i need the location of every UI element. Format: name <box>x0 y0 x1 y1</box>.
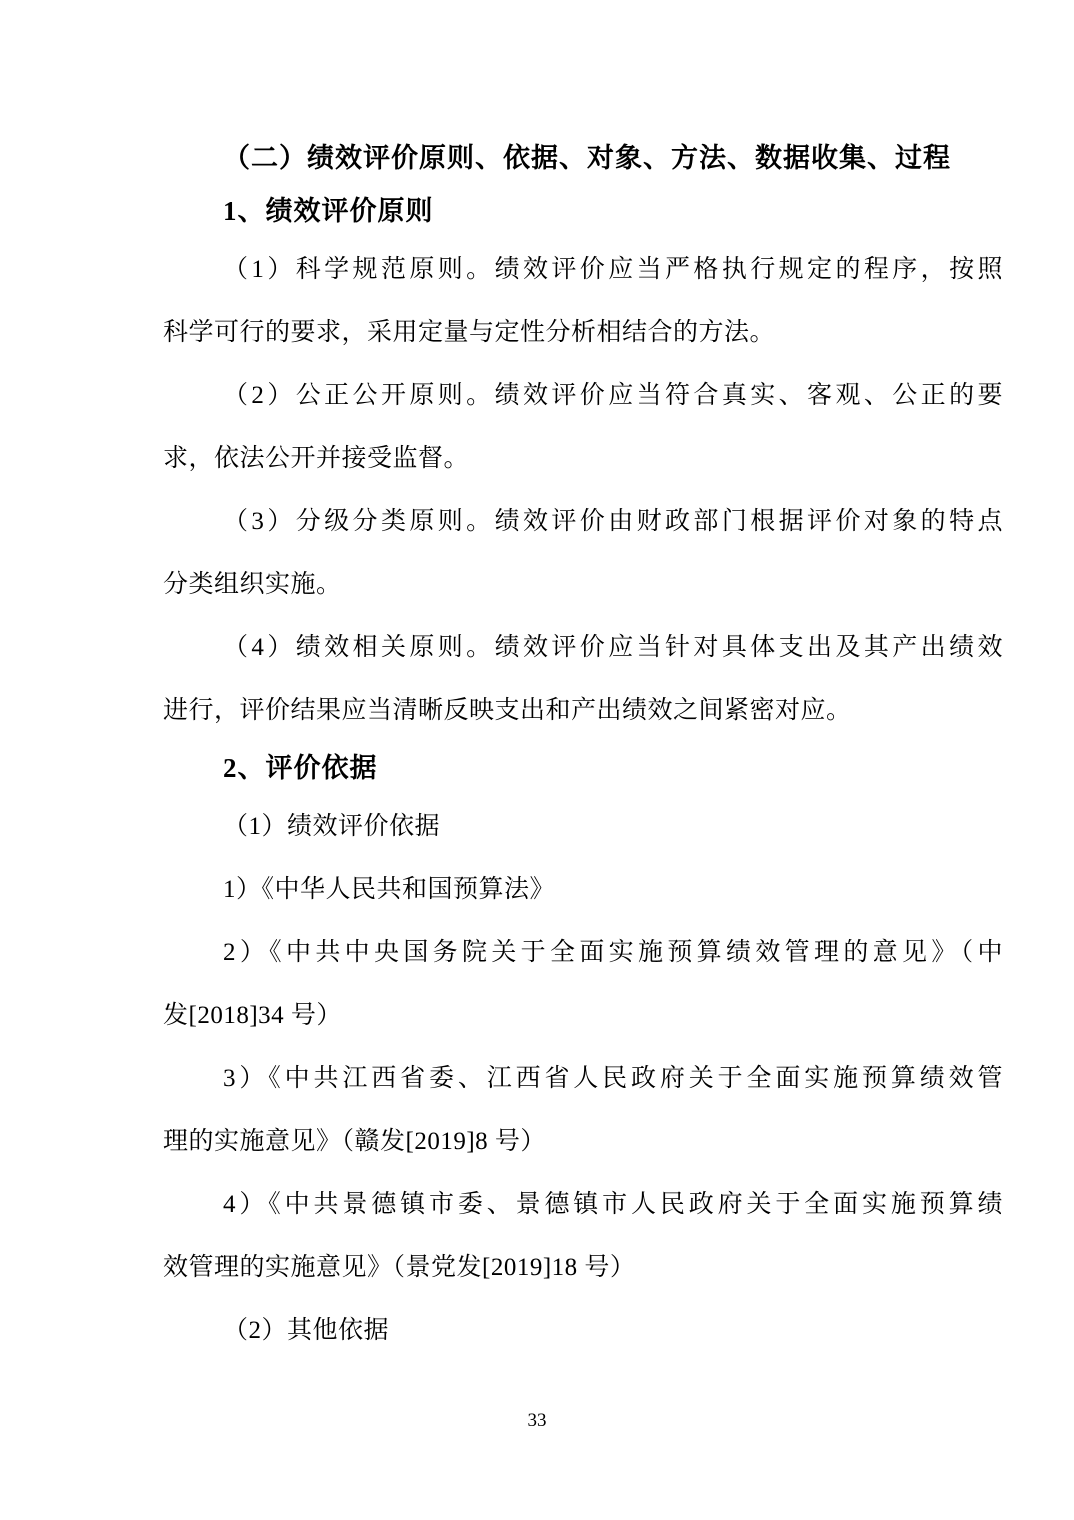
subsection-heading-1: 1、绩效评价原则 <box>223 196 434 226</box>
text-line: 分类组织实施。 <box>163 571 342 598</box>
subsection-heading-2: 2、评价依据 <box>223 753 378 783</box>
section-heading: （二）绩效评价原则、依据、对象、方法、数据收集、过程 <box>223 143 951 173</box>
text-line: （3）分级分类原则。绩效评价由财政部门根据评价对象的特点 <box>223 508 1003 535</box>
list-item-continuation: 效管理的实施意见》（景党发[2019]18 号） <box>163 1254 636 1281</box>
document-body <box>163 132 1003 1362</box>
text-line: 科学可行的要求，采用定量与定性分析相结合的方法。 <box>163 319 776 346</box>
text-line: （4）绩效相关原则。绩效评价应当针对具体支出及其产出绩效 <box>223 634 1003 661</box>
list-item: 3）《中共江西省委、江西省人民政府关于全面实施预算绩效管 <box>223 1065 1003 1092</box>
text-line: 进行，评价结果应当清晰反映支出和产出绩效之间紧密对应。 <box>163 697 852 724</box>
list-item: 4）《中共景德镇市委、景德镇市人民政府关于全面实施预算绩 <box>223 1191 1003 1218</box>
text-line: （2）其他依据 <box>223 1317 390 1344</box>
text-line: （1）绩效评价依据 <box>223 813 441 840</box>
list-item: 1）《中华人民共和国预算法》 <box>223 876 556 903</box>
list-item: 2）《中共中央国务院关于全面实施预算绩效管理的意见》（中 <box>223 939 1003 966</box>
page-number: 33 <box>527 1410 547 1431</box>
text-line: （1）科学规范原则。绩效评价应当严格执行规定的程序，按照 <box>223 256 1003 283</box>
list-item-continuation: 理的实施意见》（赣发[2019]8 号） <box>163 1128 546 1155</box>
text-line: （2）公正公开原则。绩效评价应当符合真实、客观、公正的要 <box>223 382 1003 409</box>
text-line: 求，依法公开并接受监督。 <box>163 445 470 472</box>
list-item-continuation: 发[2018]34 号） <box>163 1002 342 1029</box>
